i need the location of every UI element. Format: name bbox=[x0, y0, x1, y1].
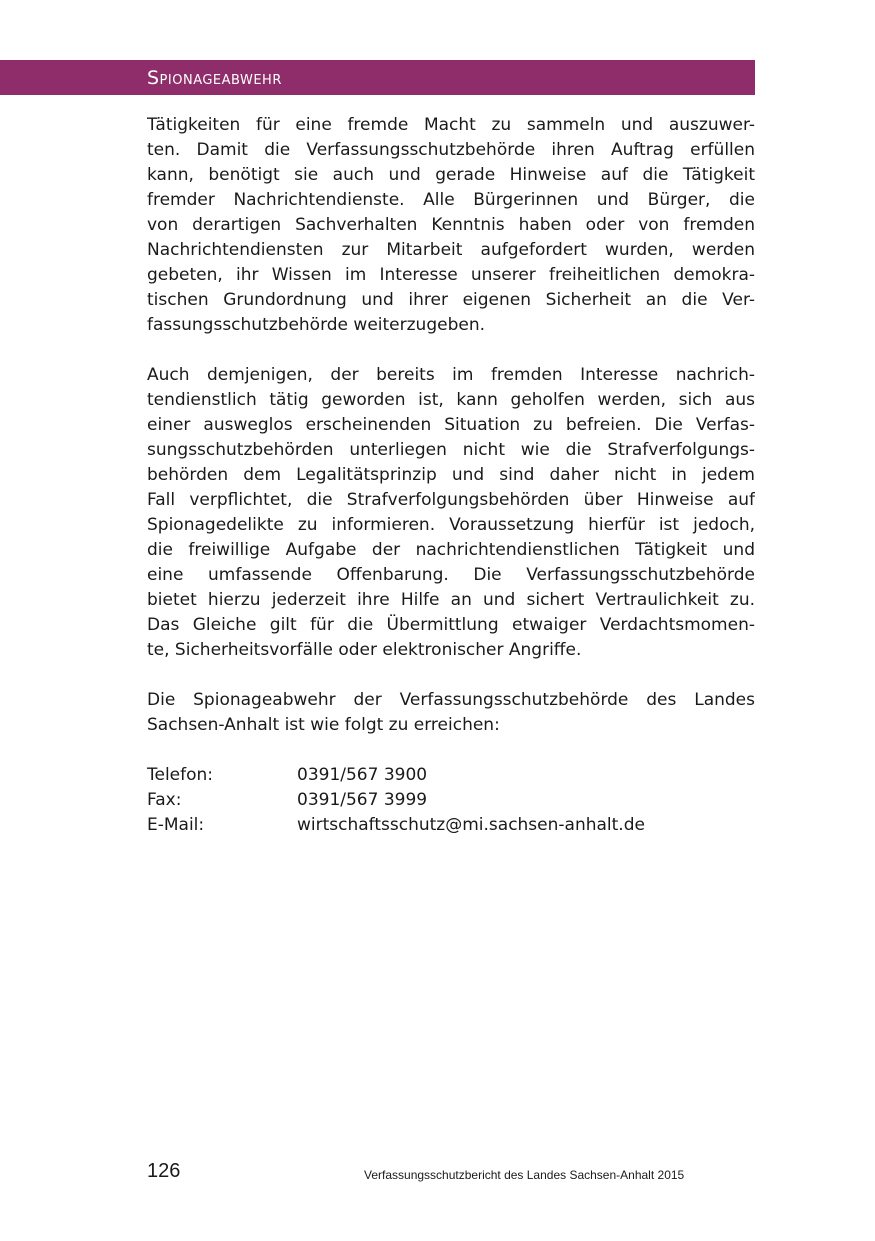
text-line: eine umfassende Offenbarung. Die Verfassungsschutzbehörde bbox=[147, 565, 755, 585]
text-line: Sachsen-Anhalt ist wie folgt zu erreichen: bbox=[147, 715, 500, 735]
paragraph-1 bbox=[147, 113, 755, 338]
contact-value: 0391/567 3900 bbox=[297, 765, 428, 785]
contact-label: Fax: bbox=[147, 790, 182, 810]
text-line: tendienstlich tätig geworden ist, kann geholfen werden, sich aus bbox=[147, 390, 755, 410]
text-line: Das Gleiche gilt für die Übermittlung etwaiger Verdachtsmomen- bbox=[147, 615, 755, 635]
contact-label: E-Mail: bbox=[147, 815, 205, 835]
contact-label: Telefon: bbox=[147, 765, 214, 785]
section-title: Spionageabwehr bbox=[147, 67, 282, 89]
text-line: kann, benötigt sie auch und gerade Hinweise auf die Tätigkeit bbox=[147, 165, 755, 185]
text-line: ten. Damit die Verfassungsschutzbehörde ihren Auftrag erfüllen bbox=[147, 140, 755, 160]
paragraph-3 bbox=[147, 688, 755, 738]
text-line: gebeten, ihr Wissen im Interesse unserer freiheitlichen demokra- bbox=[147, 265, 755, 285]
text-line: Die Spionageabwehr der Verfassungsschutzbehörde des Landes bbox=[147, 690, 755, 710]
page-number: 126 bbox=[147, 1160, 181, 1182]
contact-row-fax bbox=[147, 788, 755, 813]
paragraph-2 bbox=[147, 363, 755, 663]
text-line: Tätigkeiten für eine fremde Macht zu sammeln und auszuwer- bbox=[147, 115, 755, 135]
text-line: sungsschutzbehörden unterliegen nicht wie die Strafverfolgungs- bbox=[147, 440, 755, 460]
contact-row-email bbox=[147, 813, 755, 838]
email-address[interactable]: wirtschaftsschutz@mi.sachsen-anhalt.de bbox=[297, 815, 645, 835]
main-content bbox=[147, 113, 755, 838]
text-line: einer ausweglos erscheinenden Situation zu befreien. Die Verfas- bbox=[147, 415, 755, 435]
text-line: te, Sicherheitsvorfälle oder elektronischer Angriffe. bbox=[147, 640, 582, 660]
text-line: Nachrichtendiensten zur Mitarbeit aufgefordert wurden, werden bbox=[147, 240, 755, 260]
text-line: Spionagedelikte zu informieren. Voraussetzung hierfür ist jedoch, bbox=[147, 515, 755, 535]
text-line: von derartigen Sachverhalten Kenntnis haben oder von fremden bbox=[147, 215, 755, 235]
text-line: bietet hierzu jederzeit ihre Hilfe an und sichert Vertraulichkeit zu. bbox=[147, 590, 755, 610]
contact-block bbox=[147, 763, 755, 838]
text-line: Auch demjenigen, der bereits im fremden Interesse nachrich- bbox=[147, 365, 755, 385]
contact-value: 0391/567 3999 bbox=[297, 790, 428, 810]
text-line: tischen Grundordnung und ihrer eigenen Sicherheit an die Ver- bbox=[147, 290, 755, 310]
section-header-bar bbox=[0, 60, 755, 95]
text-line: behörden dem Legalitätsprinzip und sind daher nicht in jedem bbox=[147, 465, 755, 485]
contact-row-phone bbox=[147, 763, 755, 788]
text-line: die freiwillige Aufgabe der nachrichtendienstlichen Tätigkeit und bbox=[147, 540, 755, 560]
text-line: Fall verpflichtet, die Strafverfolgungsbehörden über Hinweise auf bbox=[147, 490, 755, 510]
text-line: fremder Nachrichtendienste. Alle Bürgerinnen und Bürger, die bbox=[147, 190, 755, 210]
text-line: fassungsschutzbehörde weiterzugeben. bbox=[147, 315, 485, 335]
publication-title: Verfassungsschutzbericht des Landes Sachsen-Anhalt 2015 bbox=[364, 1168, 685, 1182]
